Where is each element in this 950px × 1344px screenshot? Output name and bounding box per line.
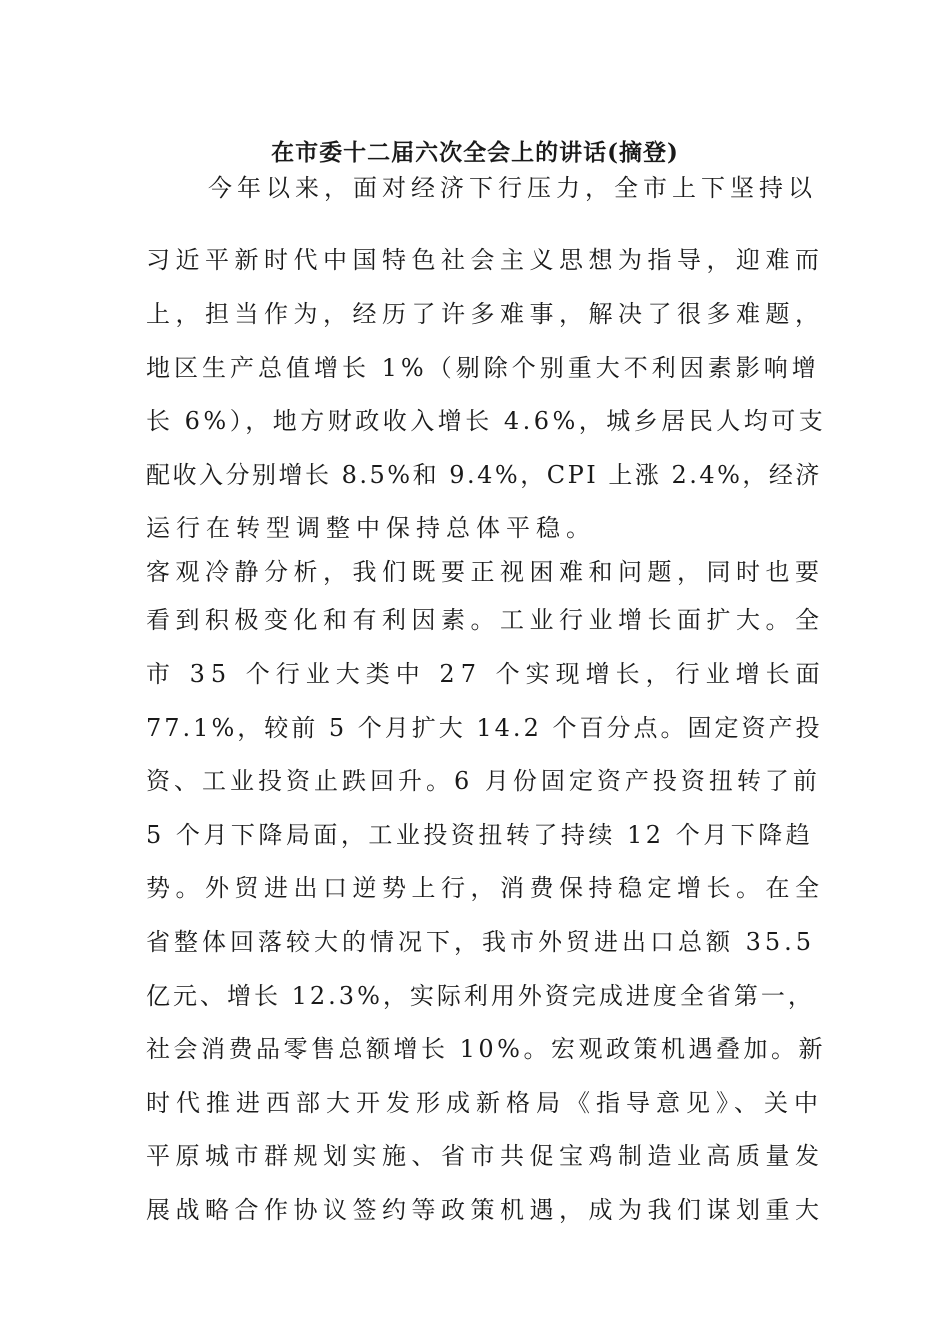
document-title: 在市委十二届六次全会上的讲话(摘登) xyxy=(271,139,679,166)
paragraph1-line-3: 上，担当作为，经历了许多难事，解决了很多难题， xyxy=(146,300,825,328)
paragraph1-line-2: 习近平新时代中国特色社会主义思想为指导，迎难而 xyxy=(146,246,825,274)
paragraph1-line-7: 运行在转型调整中保持总体平稳。 xyxy=(146,514,596,542)
paragraph2-line-8: 省整体回落较大的情况下，我市外贸进出口总额 35.5 xyxy=(146,928,816,956)
paragraph2-line-12: 平原城市群规划实施、省市共促宝鸡制造业高质量发 xyxy=(146,1142,825,1170)
paragraph2-line-11: 时代推进西部大开发形成新格局《指导意见》、关中 xyxy=(146,1089,824,1117)
paragraph2-line-13: 展战略合作协议签约等政策机遇，成为我们谋划重大 xyxy=(146,1196,825,1224)
paragraph2-line-10: 社会消费品零售总额增长 10%。宏观政策机遇叠加。新 xyxy=(146,1035,826,1063)
paragraph2-line-6: 5 个月下降局面，工业投资扭转了持续 12 个月下降趋 xyxy=(146,821,814,849)
paragraph2-line-7: 势。外贸进出口逆势上行，消费保持稳定增长。在全 xyxy=(146,874,825,902)
paragraph1-line-4: 地区生产总值增长 1%（剔除个别重大不利因素影响增 xyxy=(146,354,820,382)
paragraph1-line-5: 长 6%），地方财政收入增长 4.6%，城乡居民人均可支 xyxy=(146,407,827,435)
paragraph2-line-4: 77.1%，较前 5 个月扩大 14.2 个百分点。固定资产投 xyxy=(146,714,823,742)
paragraph2-line-9: 亿元、增长 12.3%，实际利用外资完成进度全省第一， xyxy=(146,982,815,1010)
paragraph1-line-1: 今年以来，面对经济下行压力，全市上下坚持以 xyxy=(208,174,817,202)
paragraph2-line-5: 资、工业投资止跌回升。6 月份固定资产投资扭转了前 xyxy=(146,767,821,795)
paragraph2-line-2: 看到积极变化和有利因素。工业行业增长面扩大。全 xyxy=(146,606,825,634)
paragraph1-line-6: 配收入分别增长 8.5%和 9.4%，CPI 上涨 2.4%，经济 xyxy=(146,461,822,489)
paragraph2-line-1: 客观冷静分析，我们既要正视困难和问题，同时也要 xyxy=(146,558,825,586)
paragraph2-line-3: 市 35 个行业大类中 27 个实现增长，行业增长面 xyxy=(146,660,826,688)
